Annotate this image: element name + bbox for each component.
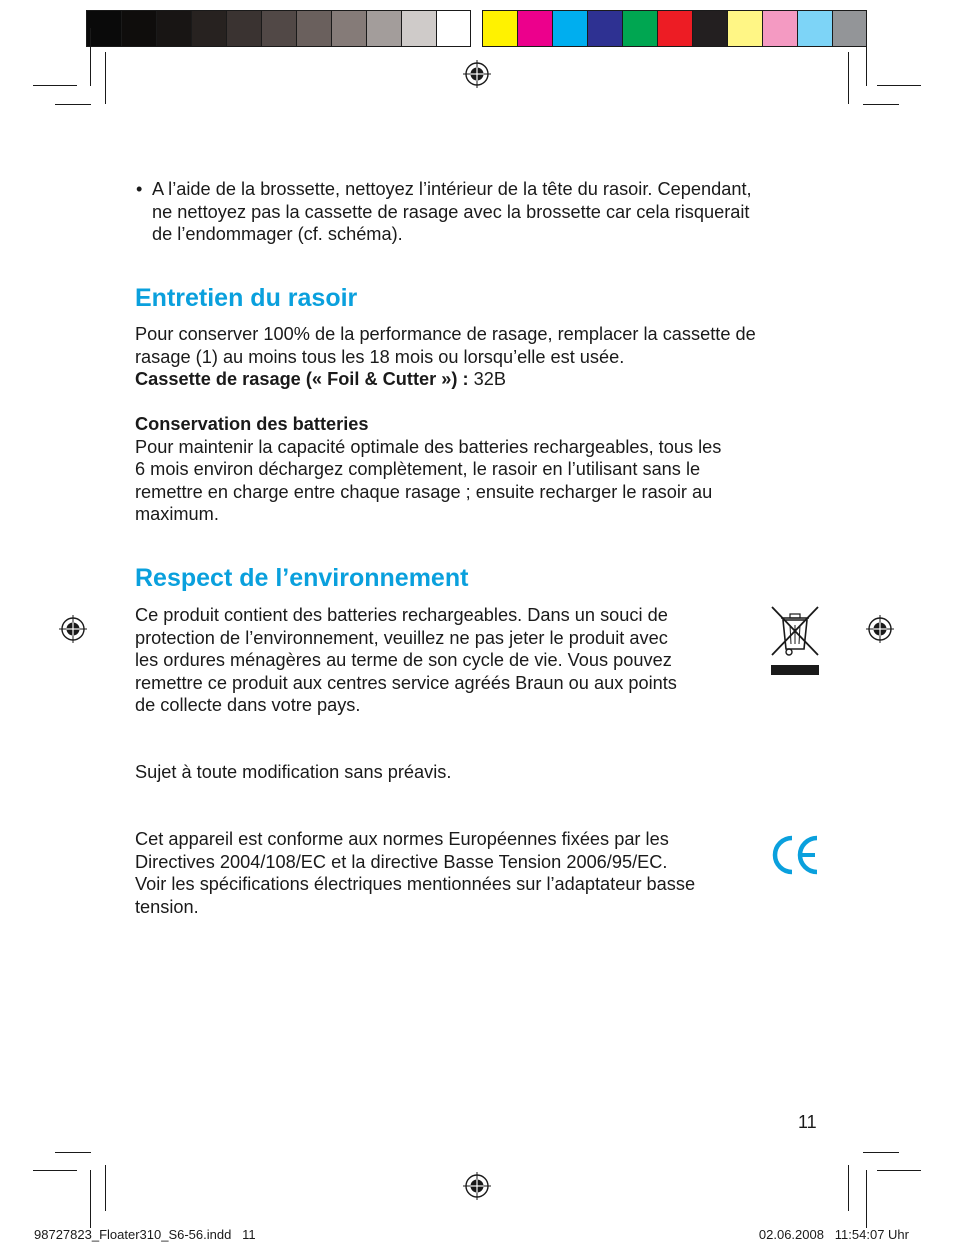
environment-paragraph xyxy=(135,604,677,717)
crop-mark xyxy=(105,52,106,104)
text-line: de l’endommager (cf. schéma). xyxy=(152,224,403,244)
text-line: Ce produit contient des batteries rechargeables. Dans un souci de xyxy=(135,605,668,625)
gray-swatch xyxy=(367,11,402,46)
section-heading-maintenance: Entretien du rasoir xyxy=(135,284,358,312)
color-swatch xyxy=(763,11,798,46)
bullet-paragraph xyxy=(152,178,752,246)
color-swatch xyxy=(518,11,553,46)
part-label: Cassette de rasage (« Foil & Cutter ») : xyxy=(135,369,469,389)
registration-target-icon xyxy=(59,615,87,643)
gray-swatch xyxy=(192,11,227,46)
text-line: Directives 2004/108/EC et la directive Basse Tension 2006/95/EC. xyxy=(135,851,668,872)
text-line: A l’aide de la brossette, nettoyez l’intérieur de la tête du rasoir. Cependant, xyxy=(152,179,752,199)
color-swatch xyxy=(553,11,588,46)
crop-mark xyxy=(877,85,921,86)
gray-swatch xyxy=(297,11,332,46)
text-line: rasage (1) au moins tous les 18 mois ou lorsqu’elle est usée. xyxy=(135,346,625,367)
crop-mark xyxy=(848,52,849,104)
crop-mark xyxy=(33,85,77,86)
crop-mark xyxy=(863,104,899,105)
bullet-symbol: • xyxy=(136,179,143,199)
ce-mark-icon xyxy=(768,832,822,878)
gray-swatch xyxy=(227,11,262,46)
text-line: Cet appareil est conforme aux normes Européennes fixées par les xyxy=(135,829,669,849)
color-swatch xyxy=(623,11,658,46)
crop-mark xyxy=(55,1152,91,1153)
footer-timestamp: 02.06.2008 11:54:07 Uhr xyxy=(758,1227,909,1242)
gray-swatch xyxy=(437,11,470,46)
crossed-out-wheelie-bin-icon xyxy=(768,603,822,677)
crop-mark xyxy=(55,104,91,105)
registration-target-icon xyxy=(866,615,894,643)
registration-target-icon xyxy=(463,60,491,88)
footer-filename: 98727823_Floater310_S6-56.indd 11 xyxy=(34,1227,256,1242)
gray-swatch xyxy=(402,11,437,46)
process-color-bar xyxy=(482,10,867,47)
conformity-paragraph xyxy=(135,828,695,918)
color-swatch xyxy=(833,11,866,46)
crop-mark xyxy=(863,1152,899,1153)
battery-section xyxy=(135,413,721,526)
crop-mark xyxy=(866,28,867,86)
color-swatch xyxy=(588,11,623,46)
gray-swatch xyxy=(332,11,367,46)
crop-mark xyxy=(33,1170,77,1171)
maintenance-paragraph xyxy=(135,323,756,391)
section-heading-environment: Respect de l’environnement xyxy=(135,564,469,592)
crop-mark xyxy=(877,1170,921,1171)
text-line: tension. xyxy=(135,896,199,917)
gray-swatch xyxy=(122,11,157,46)
text-line: remettre ce produit aux centres service agréés Braun ou aux points xyxy=(135,672,677,693)
text-line: remettre en charge entre chaque rasage ; ensuite recharger le rasoir au xyxy=(135,481,713,502)
gray-swatch xyxy=(262,11,297,46)
modification-notice: Sujet à toute modification sans préavis. xyxy=(135,762,452,782)
text-line: Voir les spécifications électriques mentionnées sur l’adaptateur basse xyxy=(135,874,696,894)
color-swatch xyxy=(483,11,518,46)
gray-swatch xyxy=(157,11,192,46)
crop-mark xyxy=(90,1170,91,1228)
text-line: les ordures ménagères au terme de son cycle de vie. Vous pouvez xyxy=(135,650,672,670)
gray-scale-bar xyxy=(86,10,471,47)
color-swatch xyxy=(798,11,833,46)
color-swatch xyxy=(728,11,763,46)
text-line: de collecte dans votre pays. xyxy=(135,695,361,715)
text-line: maximum. xyxy=(135,504,219,524)
text-line: protection de l’environnement, veuillez ne pas jeter le produit avec xyxy=(135,627,668,648)
text-line: Pour maintenir la capacité optimale des batteries rechargeables, tous les xyxy=(135,436,722,457)
part-value: 32B xyxy=(468,369,506,389)
crop-mark xyxy=(105,1165,106,1211)
crop-mark xyxy=(90,28,91,86)
color-swatch xyxy=(693,11,728,46)
battery-subtitle: Conservation des batteries xyxy=(135,414,369,434)
text-line: ne nettoyez pas la cassette de rasage avec la brossette car cela risquerait xyxy=(152,201,750,222)
part-line xyxy=(135,368,756,391)
crop-mark xyxy=(866,1170,867,1228)
text-line: Pour conserver 100% de la performance de rasage, remplacer la cassette de xyxy=(135,324,756,344)
page-number: 11 xyxy=(798,1112,817,1132)
crop-mark xyxy=(848,1165,849,1211)
gray-swatch xyxy=(87,11,122,46)
registration-target-icon xyxy=(463,1172,491,1200)
text-line: 6 mois environ déchargez complètement, le rasoir en l’utilisant sans le xyxy=(135,459,701,479)
color-swatch xyxy=(658,11,693,46)
